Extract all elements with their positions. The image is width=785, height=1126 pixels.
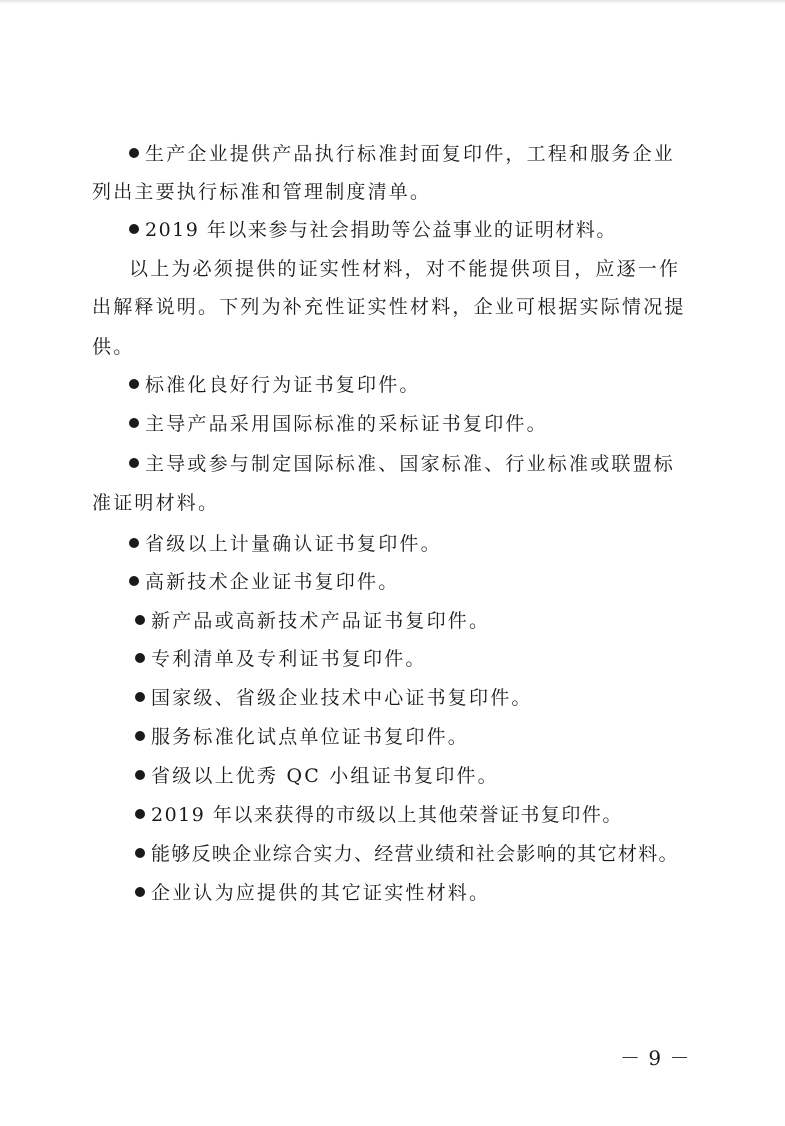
bullet-icon bbox=[129, 224, 139, 234]
bullet-line bbox=[135, 842, 679, 866]
bullet-text: 能够反映企业综合实力、经营业绩和社会影响的其它材料。 bbox=[151, 843, 679, 865]
bullet-icon bbox=[129, 379, 139, 389]
bullet-icon bbox=[129, 458, 139, 468]
paragraph-text: 供。 bbox=[92, 336, 135, 358]
bullet-line bbox=[135, 609, 490, 633]
bullet-icon bbox=[135, 615, 145, 625]
bullet-line bbox=[135, 881, 490, 905]
paragraph-line bbox=[92, 335, 134, 359]
bullet-line bbox=[129, 452, 675, 476]
bullet-line-product-standard bbox=[129, 142, 675, 166]
bullet-line bbox=[135, 803, 623, 827]
page-number: － 9 － bbox=[620, 1046, 691, 1070]
bullet-line bbox=[129, 570, 399, 594]
bullet-line bbox=[129, 412, 548, 436]
continuation-line bbox=[92, 491, 219, 515]
page-top-edge bbox=[0, 0, 785, 4]
bullet-icon bbox=[135, 770, 145, 780]
bullet-icon bbox=[135, 692, 145, 702]
continuation-text: 准证明材料。 bbox=[92, 492, 220, 514]
bullet-text: 标准化良好行为证书复印件。 bbox=[145, 374, 421, 396]
bullet-line bbox=[135, 647, 427, 671]
bullet-text: 新产品或高新技术产品证书复印件。 bbox=[151, 610, 491, 632]
continuation-text: 列出主要执行标准和管理制度清单。 bbox=[92, 181, 432, 203]
paragraph-line bbox=[129, 257, 680, 281]
bullet-text: 主导或参与制定国际标准、国家标准、行业标准或联盟标 bbox=[145, 453, 676, 475]
bullet-icon bbox=[129, 148, 139, 158]
bullet-text: 2019 年以来参与社会捐助等公益事业的证明材料。 bbox=[145, 219, 617, 241]
bullet-text: 企业认为应提供的其它证实性材料。 bbox=[151, 882, 491, 904]
bullet-line-charity bbox=[129, 218, 617, 242]
bullet-icon bbox=[135, 653, 145, 663]
paragraph-text: 出解释说明。下列为补充性证实性材料，企业可根据实际情况提 bbox=[92, 296, 686, 318]
bullet-icon bbox=[129, 418, 139, 428]
bullet-text: 省级以上优秀 QC 小组证书复印件。 bbox=[151, 765, 499, 787]
bullet-line bbox=[129, 532, 442, 556]
bullet-text: 国家级、省级企业技术中心证书复印件。 bbox=[151, 687, 533, 709]
bullet-text: 省级以上计量确认证书复印件。 bbox=[145, 533, 442, 555]
bullet-text: 2019 年以来获得的市级以上其他荣誉证书复印件。 bbox=[151, 804, 623, 826]
bullet-line bbox=[129, 373, 421, 397]
bullet-icon bbox=[135, 809, 145, 819]
paragraph-text: 以上为必须提供的证实性材料，对不能提供项目，应逐一作 bbox=[129, 258, 681, 280]
bullet-line bbox=[135, 725, 469, 749]
bullet-icon bbox=[129, 538, 139, 548]
bullet-text: 服务标准化试点单位证书复印件。 bbox=[151, 726, 470, 748]
bullet-text: 主导产品采用国际标准的采标证书复印件。 bbox=[145, 413, 548, 435]
paragraph-line bbox=[92, 295, 686, 319]
bullet-line bbox=[135, 764, 499, 788]
bullet-icon bbox=[135, 848, 145, 858]
bullet-text: 高新技术企业证书复印件。 bbox=[145, 571, 400, 593]
bullet-text: 生产企业提供产品执行标准封面复印件，工程和服务企业 bbox=[145, 143, 676, 165]
bullet-line bbox=[135, 686, 533, 710]
bullet-icon bbox=[135, 887, 145, 897]
continuation-line bbox=[92, 180, 431, 204]
bullet-text: 专利清单及专利证书复印件。 bbox=[151, 648, 427, 670]
bullet-icon bbox=[135, 731, 145, 741]
bullet-icon bbox=[129, 576, 139, 586]
